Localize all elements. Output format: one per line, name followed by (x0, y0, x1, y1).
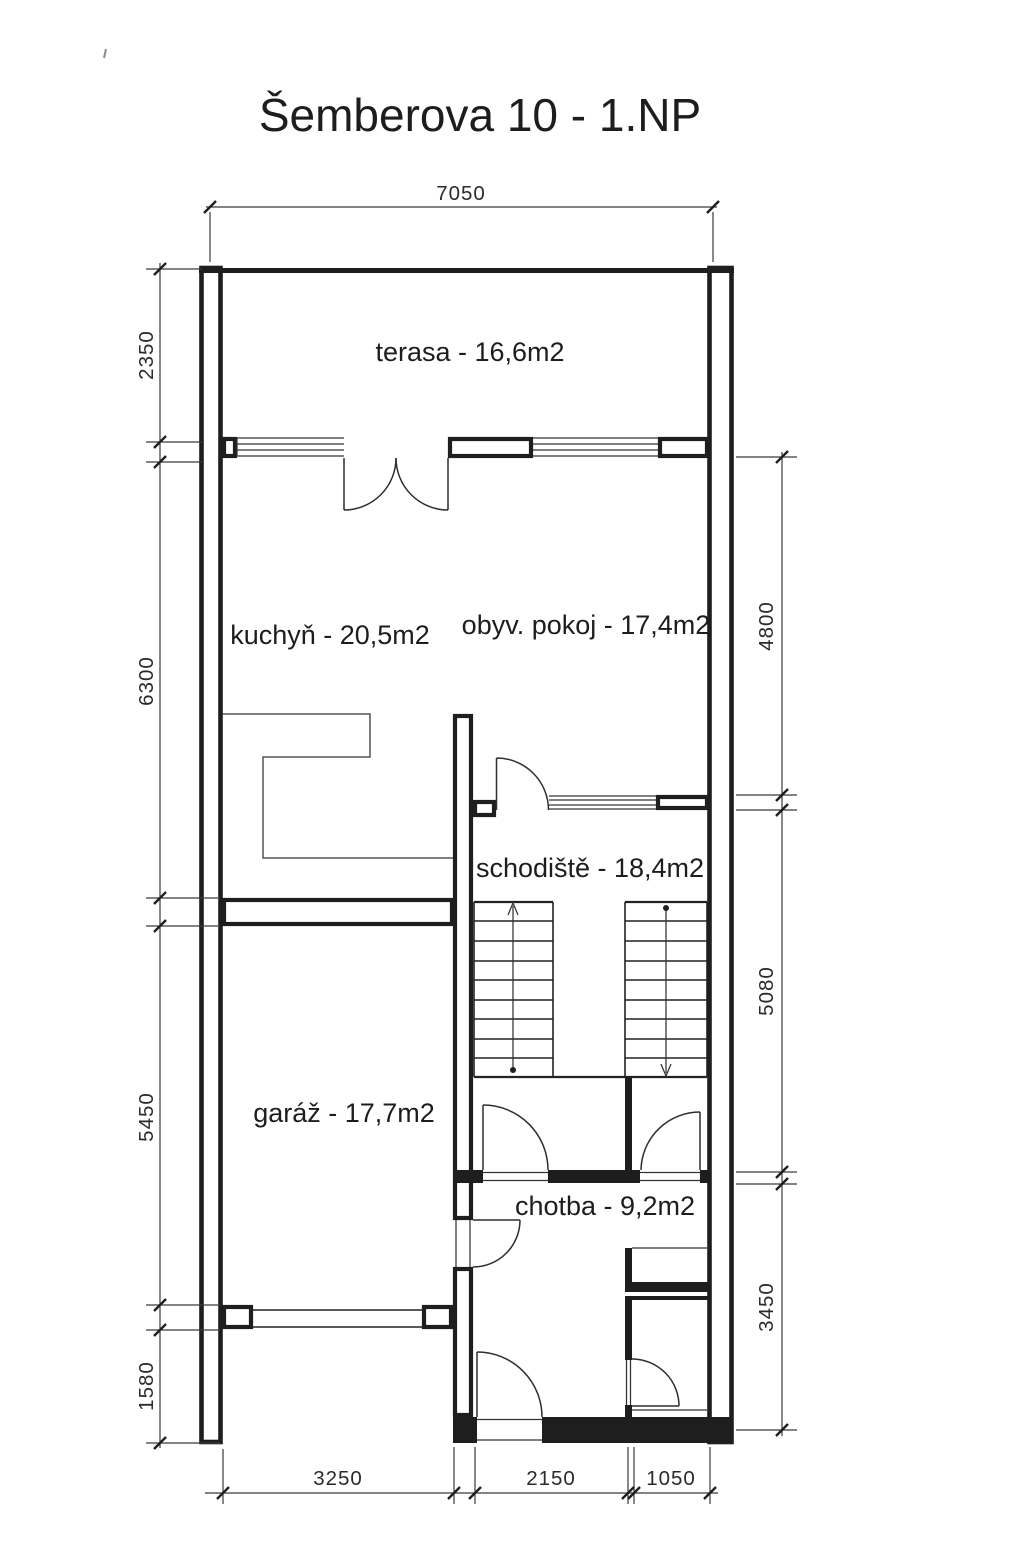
wall-central-upper (455, 716, 471, 1218)
front-wall-block-right (660, 439, 707, 456)
wall-stair-north-pier (658, 797, 707, 808)
room-br-door (627, 1359, 680, 1406)
wall-room-br-north (632, 1296, 709, 1300)
wall-hall-north-2 (548, 1170, 625, 1183)
plan-title: Šemberova 10 - 1.NP (258, 89, 702, 141)
wall-room-br-west-stub (625, 1405, 632, 1417)
dim-garage-width: 3250 (313, 1467, 363, 1490)
wall-understair-divider (625, 1077, 632, 1183)
stair-walkline-down (661, 905, 671, 1076)
dim-total-width: 7050 (436, 182, 486, 205)
dim-side-room-width: 1050 (646, 1467, 696, 1490)
wall-garage-gate-left (224, 1307, 251, 1327)
understair-right-door (640, 1112, 700, 1181)
room-label-garaz: garáž - 17,7m2 (253, 1098, 435, 1128)
wall-niche-south (625, 1282, 709, 1292)
garage-hall-door (456, 1220, 520, 1267)
dim-kitchen-depth: 6300 (135, 656, 158, 706)
dim-hall-depth: 3450 (755, 1282, 778, 1332)
entrance-door (477, 1352, 542, 1440)
dim-hall-width: 2150 (526, 1467, 576, 1490)
front-wall-pier (450, 439, 531, 456)
stair-walkline-up (508, 903, 518, 1073)
dim-terrace-depth: 2350 (135, 330, 158, 380)
stair-door (497, 758, 549, 810)
wall-niche-west (625, 1248, 632, 1282)
kitchen-counter (222, 714, 453, 858)
room-label-schodiste: schodiště - 18,4m2 (475, 853, 705, 883)
terrace-window-left (237, 438, 344, 456)
terrace-double-door (344, 458, 448, 510)
dimension-bottom (205, 1447, 718, 1504)
dim-staircase-depth: 5080 (755, 966, 778, 1016)
stairs (474, 902, 707, 1410)
dim-entry-depth: 1580 (135, 1361, 158, 1411)
room-label-obyv-pokoj: obyv. pokoj - 17,4m2 (461, 610, 711, 640)
wall-central-lower (455, 1269, 471, 1415)
understair-left-door (483, 1105, 548, 1181)
terrace-window-right (533, 438, 658, 456)
wall-hall-north-3 (632, 1170, 640, 1183)
dim-living-depth: 4800 (755, 601, 778, 651)
wall-hall-north-4 (700, 1170, 710, 1183)
dimension-top (204, 182, 719, 262)
garage-gate (251, 1310, 424, 1327)
wall-central-foot (475, 802, 494, 815)
wall-kitchen-south (224, 900, 452, 924)
room-label-terasa: terasa - 16,6m2 (375, 337, 565, 367)
wall-bottom-right-of-entry (542, 1417, 733, 1443)
dim-garage-depth: 5450 (135, 1092, 158, 1142)
wall-left-exterior (202, 268, 221, 1442)
wall-hall-north-1 (453, 1170, 483, 1183)
doors (344, 458, 700, 1440)
dimension-right (736, 451, 797, 1436)
scan-artifact-mark (104, 49, 106, 58)
wall-bottom-left-of-entry (453, 1417, 477, 1443)
front-wall-block-left (224, 439, 235, 456)
wall-right-exterior (710, 268, 732, 1442)
stair-window (549, 796, 656, 809)
wall-garage-gate-right (424, 1307, 451, 1327)
wall-room-br-west (625, 1296, 632, 1360)
room-label-chodba: chotba - 9,2m2 (514, 1191, 696, 1221)
room-label-kuchyn: kuchyň - 20,5m2 (230, 620, 430, 650)
